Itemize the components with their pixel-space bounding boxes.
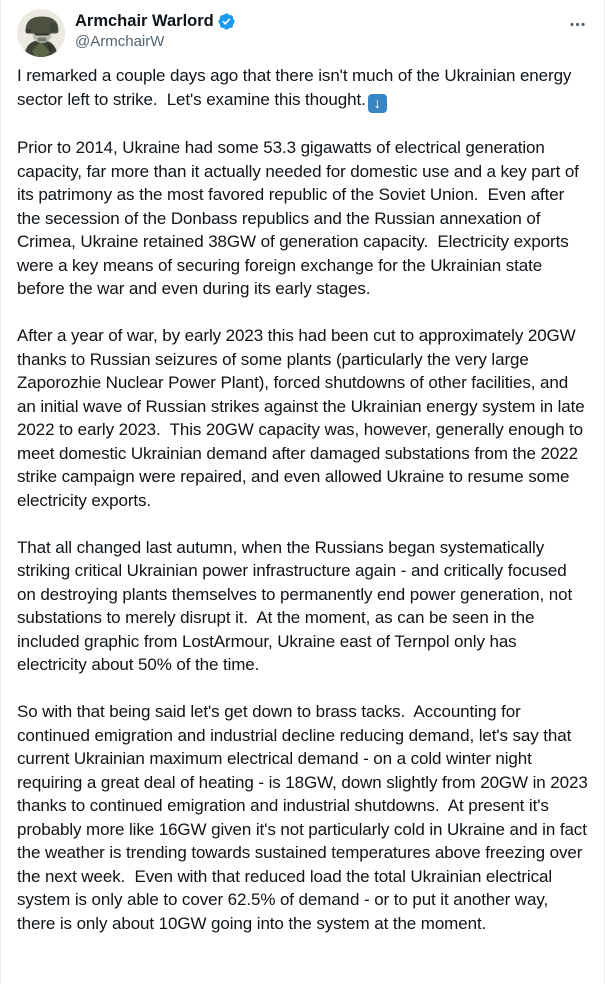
avatar[interactable] <box>17 9 65 57</box>
tweet-text-paragraph: Prior to 2014, Ukraine had some 53.3 gigawatts of electrical generation capacity, far more than it actually needed for domestic use and a key part of its patrimony as the most favored republic of the Soviet Union. Even after the secession of the Donbass republics and the Russian annexation of Crimea, Ukraine retained 38GW of generation capacity. Electricity exports were a key means of securing foreign exchange for the Ukrainian state before the war and even during its early stages. <box>17 138 584 298</box>
author-name[interactable]: Armchair Warlord <box>75 12 214 30</box>
verified-badge-icon <box>217 12 236 31</box>
tweet-text-paragraph: That all changed last autumn, when the Russians began systematically striking critical Ukrainian power infrastructure again - and critically focused on destroying plants themselves to permanently end power generation, not substations to merely disrupt it. At the moment, as can be seen in the included graphic from LostArmour, Ukraine east of Ternpol only has electricity about 50% of the time. <box>17 537 577 674</box>
author-block <box>75 9 236 52</box>
soldier-avatar-image <box>17 9 65 57</box>
tweet-text-paragraph: After a year of war, by early 2023 this had been cut to approximately 20GW thanks to Russian seizures of some plants (particularly the very large Zaporozhie Nuclear Power Plant), forced shutdowns of other facilities, and an initial wave of Russian strikes against the Ukrainian energy system in late 2022 to early 2023. This 20GW capacity was, however, generally enough to meet domestic Ukrainian demand after damaged substations from the 2022 strike campaign were repaired, and even allowed Ukraine to resume some electricity exports. <box>17 326 590 510</box>
tweet-header <box>1 0 604 57</box>
tweet-text <box>1 57 604 935</box>
tweet-text-paragraph <box>17 64 588 113</box>
more-button[interactable] <box>564 11 591 38</box>
tweet-text-paragraph: So with that being said let's get down to brass tacks. Accounting for continued emigration and industrial decline reducing demand, let's say that current Ukrainian maximum electrical demand - on a cold winter night requiring a great deal of heating - is 18GW, down slightly from 20GW in 2023 thanks to continued emigration and industrial shutdowns. At present it's probably more like 16GW given it's not particularly cold in Ukraine and in fact the weather is trending towards sustained temperatures above freezing over the next week. Even with that reduced load the total Ukrainian electrical system is only able to cover 62.5% of demand - or to put it another way, there is only about 10GW going into the system at the moment. <box>17 702 593 933</box>
down-arrow-emoji: ↓ <box>368 94 387 113</box>
author-handle[interactable]: @ArmchairW <box>75 33 165 50</box>
tweet <box>1 0 604 935</box>
paragraph-text: I remarked a couple days ago that there isn't much of the Ukrainian energy sector left to strike. Let's examine this thought. <box>17 66 576 109</box>
ellipsis-icon <box>568 15 587 34</box>
